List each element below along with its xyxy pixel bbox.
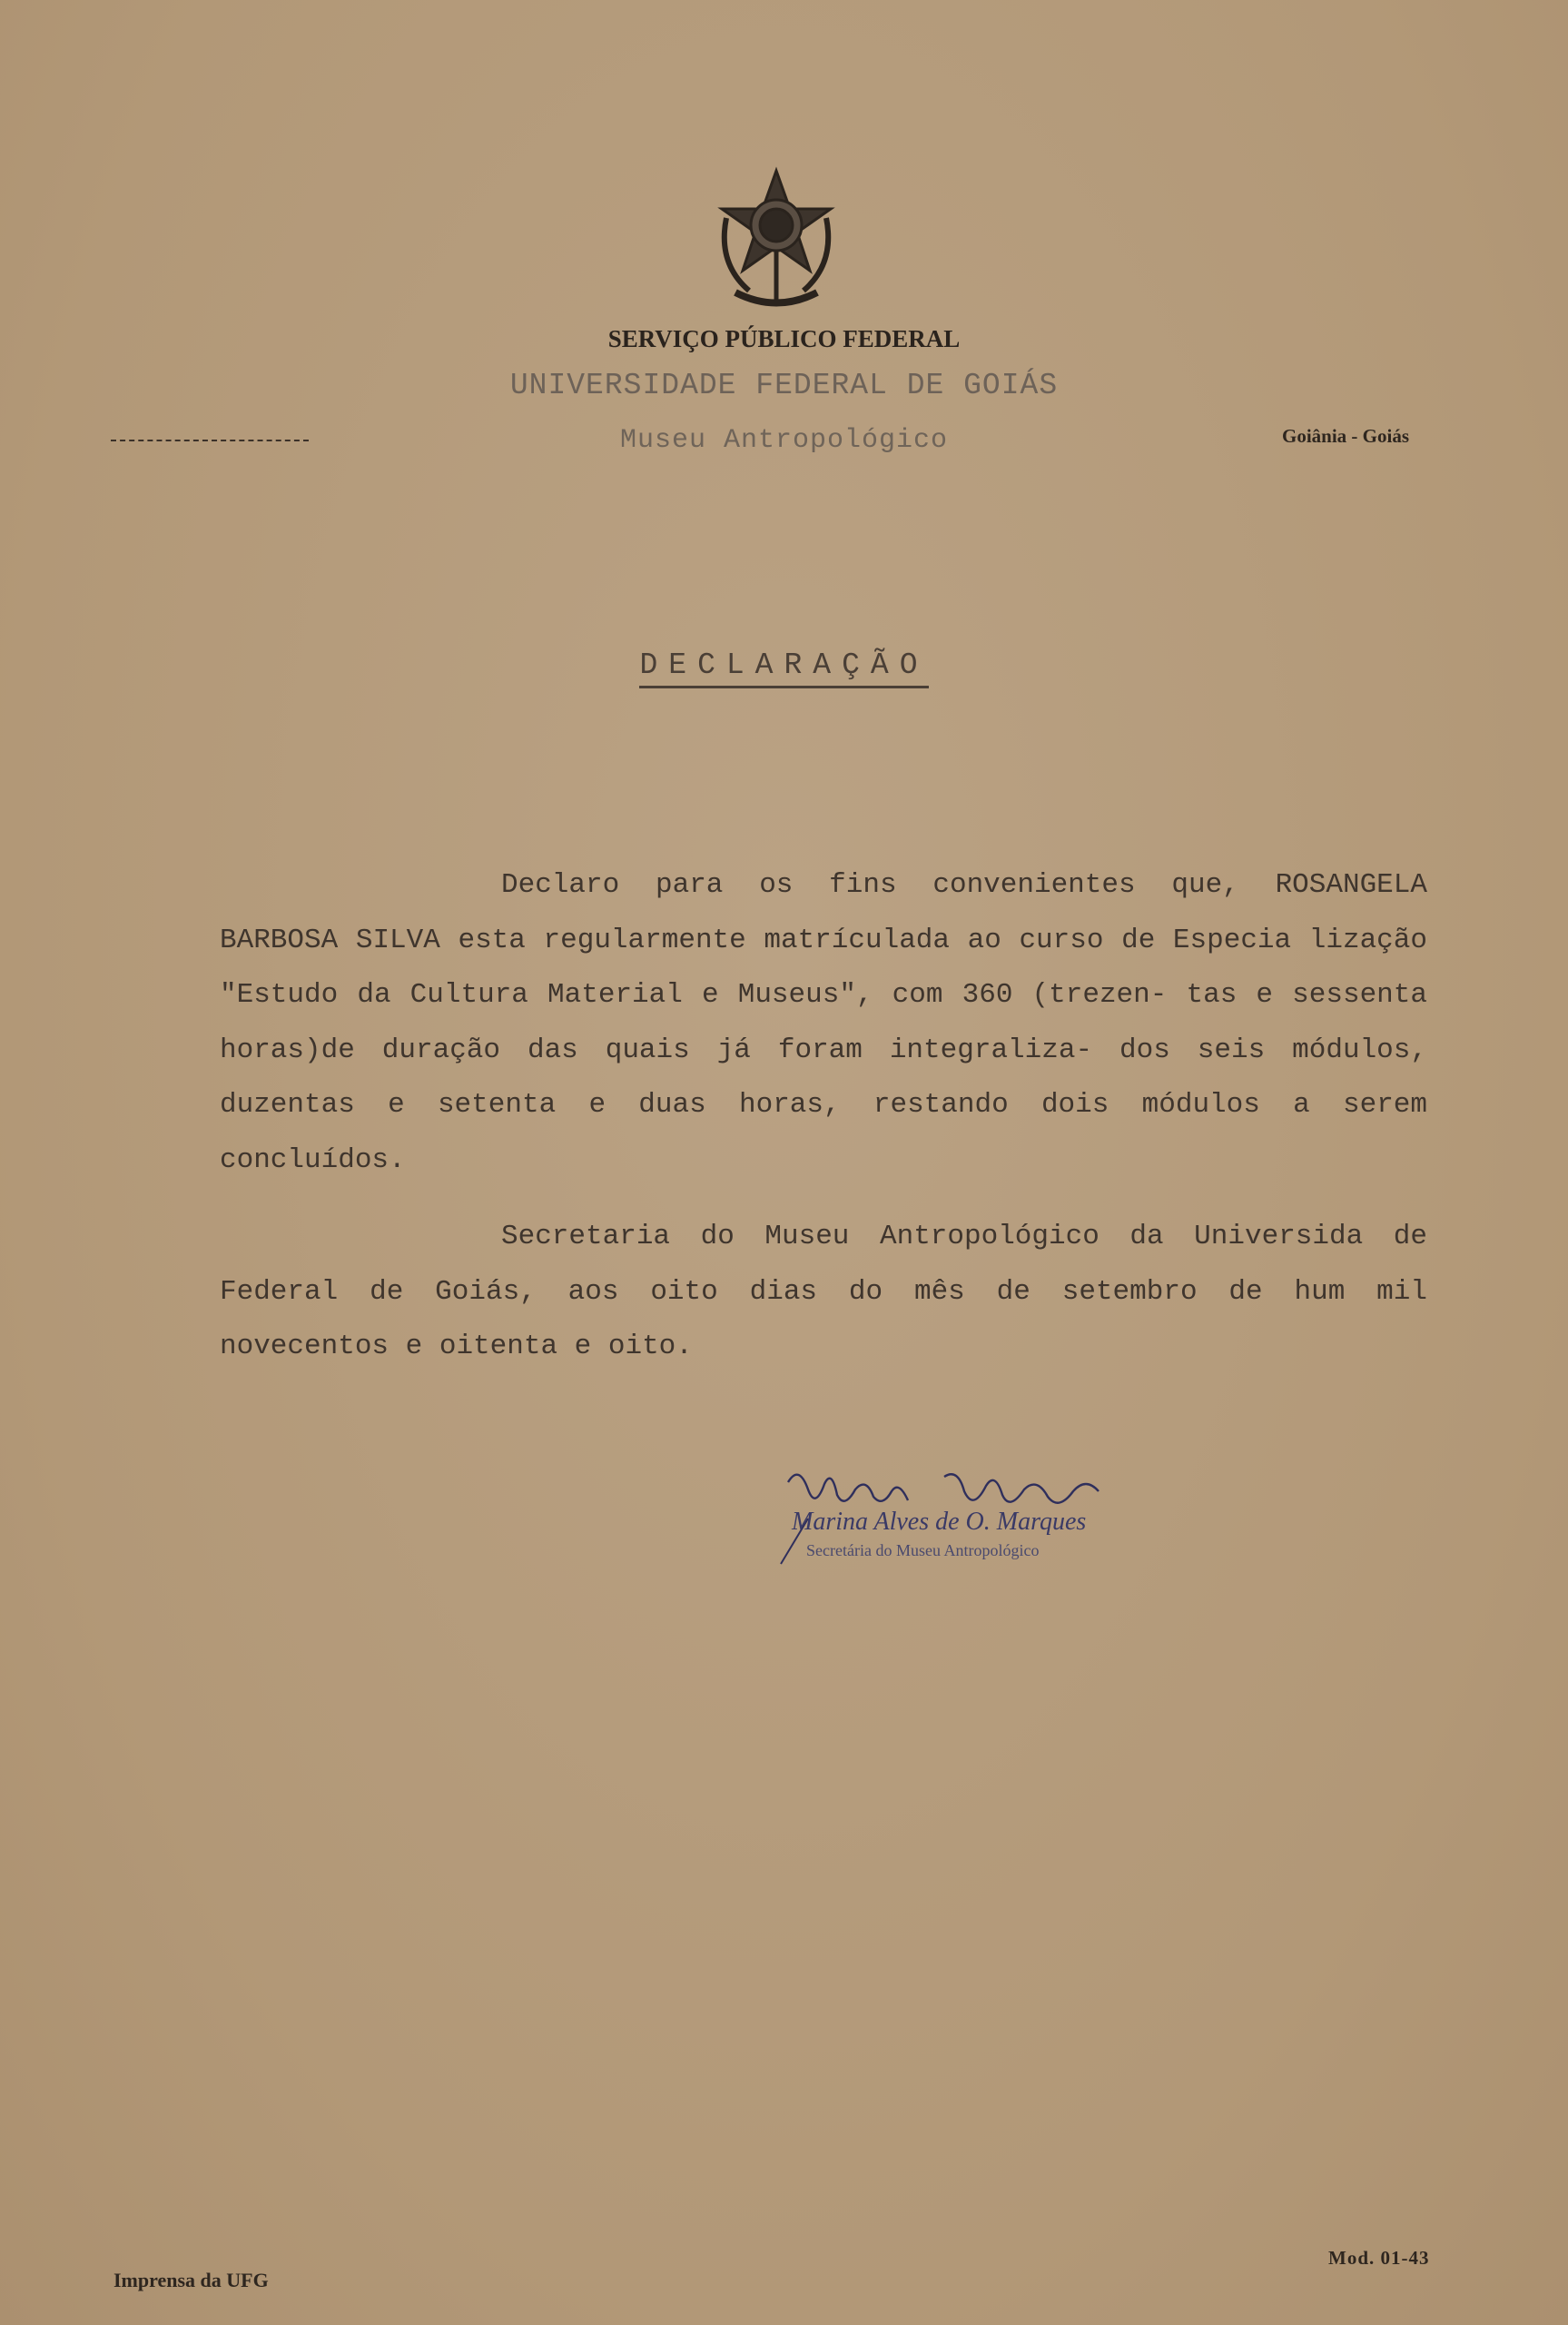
document-title (0, 648, 1568, 682)
printer-label: Imprensa da UFG (113, 2269, 269, 2291)
signature-stamp-name: Marina Alves de O. Marques (792, 1508, 1087, 1536)
signature-stamp-role: Secretária do Museu Antropológico (806, 1541, 1040, 1559)
university-name: UNIVERSIDADE FEDERAL DE GOIÁS (509, 369, 1059, 402)
body-paragraph-2: Secretaria do Museu Antropológico da Universida de Federal de Goiás, aos oito dias do mês de setembro de hum mil novecentos e oitenta e oito. (220, 1221, 1427, 1362)
service-heading: SERVIÇO PÚBLICO FEDERAL (607, 325, 961, 352)
document-title-text: DECLARAÇÃO (639, 648, 928, 688)
form-code: Mod. 01-43 (1328, 2247, 1430, 2269)
museum-name: Museu Antropológico (619, 425, 949, 456)
body-paragraph-1: Declaro para os fins convenientes que, ROSANGELA BARBOSA SILVA esta regularmente matrículada ao curso de Especia lização "Estudo da Cultura Material e Museus", com 360 (trezen- tas e sessenta horas)de duração das quais já foram integraliza- dos seis módulos, duzentas e setenta e duas horas, restando dois módulos a serem concluídos. (220, 869, 1427, 1176)
city-label: Goiânia - Goiás (1282, 425, 1410, 447)
coat-of-arms-emblem (708, 163, 844, 318)
